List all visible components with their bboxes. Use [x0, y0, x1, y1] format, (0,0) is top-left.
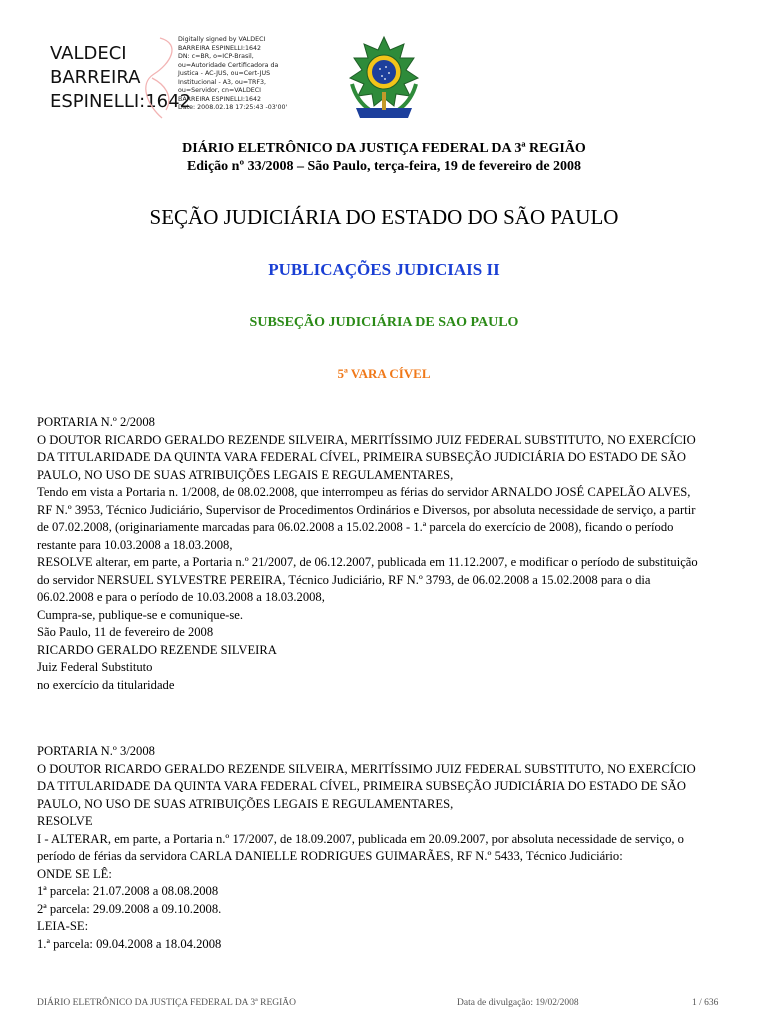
footer-journal-name: DIÁRIO ELETRÔNICO DA JUSTIÇA FEDERAL DA 3ª REGIÃO — [37, 998, 297, 1008]
text-line: Juiz Federal Substituto — [37, 660, 153, 674]
signature-detail-line: BARREIRA ESPINELLI:1642 — [178, 44, 261, 52]
subsection-title: SUBSEÇÃO JUDICIÁRIA DE SAO PAULO — [249, 315, 519, 330]
text-line: 1ª parcela: 21.07.2008 a 08.08.2008 — [37, 884, 219, 898]
text-line: ONDE SE LÊ: — [37, 866, 112, 881]
footer-publication-date: Data de divulgação: 19/02/2008 — [457, 998, 579, 1008]
coat-of-arms-icon — [338, 34, 430, 124]
text-line: Tendo em vista a Portaria n. 1/2008, de 08.02.2008, que interrompeu as férias do servidor ARNALDO JOSÉ CAPELÃO ALVES, — [37, 485, 691, 499]
text-line: Cumpra-se, publique-se e comunique-se. — [37, 607, 243, 622]
signature-detail-line: Justica - AC-JUS, ou=Cert-JUS — [178, 70, 271, 77]
text-line: DA TITULARIDADE DA QUINTA VARA FEDERAL CÍVEL, PRIMEIRA SUBSEÇÃO JUDICIÁRIA DO ESTADO DE SÃO — [37, 450, 686, 464]
edition-line: Edição nº 33/2008 – São Paulo, terça-feira, 19 de fevereiro de 2008 — [186, 159, 582, 174]
publications-title: PUBLICAÇÕES JUDICIAIS II — [268, 260, 500, 279]
section-title: SEÇÃO JUDICIÁRIA DO ESTADO DO SÃO PAULO — [149, 205, 619, 229]
signature-detail-line: ou=Autoridade Certificadora da — [178, 61, 279, 69]
text-line: O DOUTOR RICARDO GERALDO REZENDE SILVEIRA, MERITÍSSIMO JUIZ FEDERAL SUBSTITUTO, NO EXERCÍCIO — [37, 432, 696, 447]
text-line: LEIA-SE: — [37, 919, 89, 933]
signature-name-line: VALDECI — [50, 43, 127, 64]
text-line: PAULO, NO USO DE SUAS ATRIBUIÇÕES LEGAIS E REGULAMENTARES, — [37, 467, 454, 482]
text-line: RICARDO GERALDO REZENDE SILVEIRA — [37, 642, 277, 657]
text-line: de 07.02.2008, (originariamente marcadas para 06.02.2008 a 15.02.2008 - 1.ª parcela do exercício de 2008), ficando o período — [37, 520, 674, 534]
signature-details — [178, 36, 328, 113]
text-line: 2ª parcela: 29.09.2008 a 09.10.2008. — [37, 901, 222, 916]
portaria-3-2008 — [37, 743, 737, 953]
text-line: PORTARIA N.º 2/2008 — [37, 415, 155, 429]
text-line: período de férias da servidora CARLA DANIELLE RODRIGUES GUIMARÃES, RF N.º 5433, Técnico Judiciário: — [37, 849, 623, 863]
signature-name-line: ESPINELLI:1642 — [50, 91, 192, 112]
text-line: O DOUTOR RICARDO GERALDO REZENDE SILVEIRA, MERITÍSSIMO JUIZ FEDERAL SUBSTITUTO, NO EXERCÍCIO — [37, 761, 696, 776]
text-line: PAULO, NO USO DE SUAS ATRIBUIÇÕES LEGAIS E REGULAMENTARES, — [37, 796, 454, 811]
signature-detail-line: Digitally signed by VALDECI — [178, 36, 266, 43]
text-line: RESOLVE — [37, 814, 93, 828]
signature-detail-line: BARREIRA ESPINELLI:1642 — [178, 95, 261, 103]
signature-detail-line: Institucional - A3, ou=TRF3, — [178, 78, 267, 86]
portaria-2-2008 — [37, 414, 737, 694]
text-line: 1.ª parcela: 09.04.2008 a 18.04.2008 — [37, 936, 222, 951]
signature-detail-line: ou=Servidor, cn=VALDECI — [178, 87, 262, 94]
signature-detail-line: Date: 2008.02.18 17:25:43 -03'00' — [178, 104, 288, 111]
text-line: do servidor NERSUEL SYLVESTRE PEREIRA, Técnico Judiciário, RF N.º 3793, de 06.02.2008 a 15.02.2008 para o dia — [37, 572, 651, 587]
vara-title: 5ª VARA CÍVEL — [337, 366, 431, 381]
text-line: DA TITULARIDADE DA QUINTA VARA FEDERAL CÍVEL, PRIMEIRA SUBSEÇÃO JUDICIÁRIA DO ESTADO DE SÃO — [37, 779, 686, 793]
footer-page-number: 1 / 636 — [692, 998, 719, 1008]
text-line: RESOLVE alterar, em parte, a Portaria n.º 21/2007, de 06.12.2007, publicada em 11.12.2007, e modificar o período de substituição — [37, 555, 698, 569]
text-line: restante para 10.03.2008 a 18.03.2008, — [37, 537, 233, 552]
journal-title: DIÁRIO ELETRÔNICO DA JUSTIÇA FEDERAL DA 3ª REGIÃO — [182, 141, 586, 156]
signature-name-line: BARREIRA — [50, 67, 141, 88]
text-line: São Paulo, 11 de fevereiro de 2008 — [37, 625, 214, 639]
text-line: PORTARIA N.º 3/2008 — [37, 744, 155, 758]
text-line: no exercício da titularidade — [37, 677, 175, 692]
text-line: I - ALTERAR, em parte, a Portaria n.º 17/2007, de 18.09.2007, publicada em 20.09.2007, por absoluta necessidade de serviço, o — [37, 831, 684, 846]
text-line: RF N.º 3953, Técnico Judiciário, Supervisor de Procedimentos Ordinários e Diversos, por absoluta necessidade de serviço, a partir — [37, 502, 696, 517]
signature-detail-line: DN: c=BR, o=ICP-Brasil, — [178, 53, 254, 60]
text-line: 06.02.2008 e para o período de 10.03.2008 a 18.03.2008, — [37, 590, 325, 604]
